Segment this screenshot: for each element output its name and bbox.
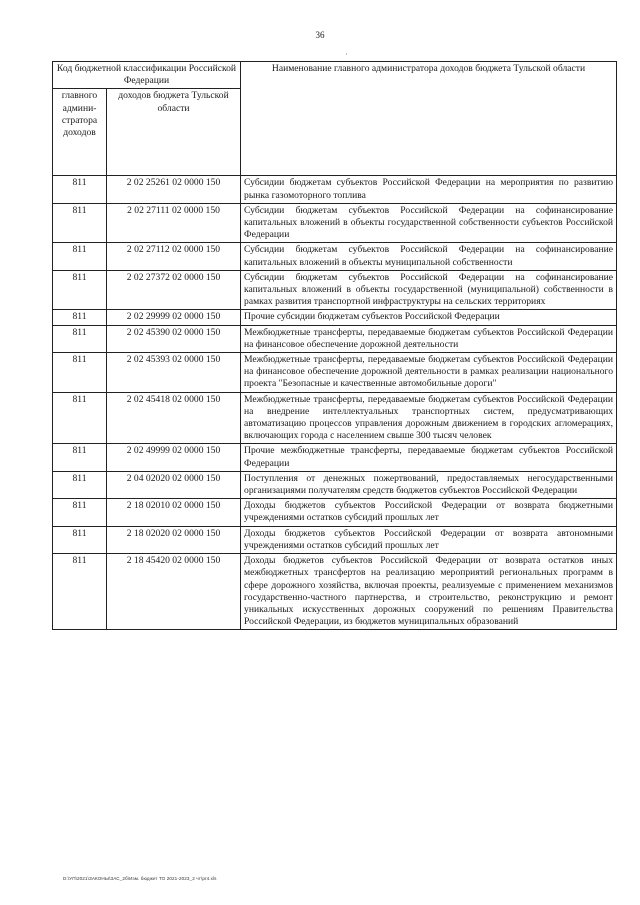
admin-code-cell: 811	[53, 471, 107, 498]
admin-code-cell: 811	[53, 243, 107, 270]
revenue-code-cell: 2 02 27372 02 0000 150	[107, 270, 241, 310]
revenue-code-cell: 2 18 45420 02 0000 150	[107, 554, 241, 630]
admin-code-cell: 811	[53, 444, 107, 471]
revenue-name-cell: Межбюджетные трансферты, передаваемые бюджетам субъектов Российской Федерации на внедрение интеллектуальных транспортных систем, предусматривающих автоматизацию процессов управления дорожным движением в городских агломерациях, включающих города с населением свыше 300 тысяч человек	[241, 392, 617, 444]
revenue-code-cell: 2 02 45390 02 0000 150	[107, 325, 241, 352]
table-row	[53, 176, 617, 203]
admin-code-cell: 811	[53, 526, 107, 553]
table-row	[53, 243, 617, 270]
admin-code-cell: 811	[53, 392, 107, 444]
admin-code-cell: 811	[53, 270, 107, 310]
admin-code-cell: 811	[53, 325, 107, 352]
table-row	[53, 325, 617, 352]
table-row	[53, 444, 617, 471]
revenue-code-cell: 2 02 27112 02 0000 150	[107, 243, 241, 270]
table-row	[53, 203, 617, 243]
revenue-code-cell: 2 18 02020 02 0000 150	[107, 526, 241, 553]
revenue-code-cell: 2 18 02010 02 0000 150	[107, 499, 241, 526]
revenue-name-cell: Прочие субсидии бюджетам субъектов Российской Федерации	[241, 310, 617, 325]
table-row	[53, 499, 617, 526]
table-row	[53, 526, 617, 553]
admin-code-cell: 811	[53, 499, 107, 526]
revenue-name-cell: Межбюджетные трансферты, передаваемые бюджетам субъектов Российской Федерации на финансовое обеспечение дорожной деятельности в рамках реализации национального проекта "Безопасные и качественные автомобильные дороги"	[241, 353, 617, 393]
revenue-code-cell: 2 02 25261 02 0000 150	[107, 176, 241, 203]
revenue-name-cell: Доходы бюджетов субъектов Российской Федерации от возврата бюджетными учреждениями остатков субсидий прошлых лет	[241, 499, 617, 526]
revenue-name-cell: Субсидии бюджетам субъектов Российской Федерации на софинансирование капитальных вложений в объекты государственной собственности субъектов Российской Федерации	[241, 203, 617, 243]
header-revenue-code: доходов бюджета Тульской области	[107, 89, 241, 176]
admin-code-cell: 811	[53, 176, 107, 203]
table-row	[53, 270, 617, 310]
revenue-name-cell: Прочие межбюджетные трансферты, передаваемые бюджетам субъектов Российской Федерации	[241, 444, 617, 471]
page-mark: ·	[345, 50, 348, 59]
revenue-name-cell: Поступления от денежных пожертвований, предоставляемых негосударственными организациями получателям средств бюджетов субъектов Российской Федерации	[241, 471, 617, 498]
revenue-name-cell: Межбюджетные трансферты, передаваемые бюджетам субъектов Российской Федерации на финансовое обеспечение дорожной деятельности	[241, 325, 617, 352]
admin-code-cell: 811	[53, 554, 107, 630]
admin-code-cell: 811	[53, 203, 107, 243]
table-row	[53, 554, 617, 630]
table-row	[53, 310, 617, 325]
revenue-code-cell: 2 04 02020 02 0000 150	[107, 471, 241, 498]
revenue-code-cell: 2 02 49999 02 0000 150	[107, 444, 241, 471]
revenue-administrators-table	[52, 61, 617, 630]
revenue-name-cell: Субсидии бюджетам субъектов Российской Федерации на мероприятия по развитию рынка газомоторного топлива	[241, 176, 617, 203]
header-admin-name: Наименование главного администратора доходов бюджета Тульской области	[241, 62, 617, 176]
revenue-name-cell: Субсидии бюджетам субъектов Российской Федерации на софинансирование капитальных вложений в объекты муниципальной собственности	[241, 243, 617, 270]
admin-code-cell: 811	[53, 353, 107, 393]
table-row	[53, 392, 617, 444]
page-number: 36	[315, 30, 325, 40]
table-row	[53, 471, 617, 498]
revenue-name-cell: Доходы бюджетов субъектов Российской Федерации от возврата автономными учреждениями остатков субсидий прошлых лет	[241, 526, 617, 553]
header-classification: Код бюджетной классификации Российской Федерации	[53, 62, 241, 89]
revenue-code-cell: 2 02 45393 02 0000 150	[107, 353, 241, 393]
revenue-code-cell: 2 02 27111 02 0000 150	[107, 203, 241, 243]
table-row	[53, 353, 617, 393]
revenue-name-cell: Доходы бюджетов субъектов Российской Федерации от возврата остатков иных межбюджетных трансфертов на реализацию мероприятий региональных программ в сфере дорожного хозяйства, включая проекты, реализуемые с применением механизмов государственно-частного партнерства, и строительство, реконструкцию и ремонт уникальных искусственных дорожных сооружений по решениям Правительства Российской Федерации, из бюджетов муниципальных образований	[241, 554, 617, 630]
revenue-code-cell: 2 02 29999 02 0000 150	[107, 310, 241, 325]
table-body	[53, 176, 617, 630]
admin-code-cell: 811	[53, 310, 107, 325]
revenue-code-cell: 2 02 45418 02 0000 150	[107, 392, 241, 444]
header-admin-code: главного админи-стратора доходов	[53, 89, 107, 176]
file-path-footer: D:\УП\2021\ЗАКОНЫ\ЗАС_2б\Изм. бюджет ТО 2021-2023_2 чт\pr4.xls	[63, 876, 217, 881]
revenue-name-cell: Субсидии бюджетам субъектов Российской Федерации на софинансирование капитальных вложений в объекты государственной (муниципальной) собственности в рамках развития транспортной инфраструктуры на сельских территориях	[241, 270, 617, 310]
